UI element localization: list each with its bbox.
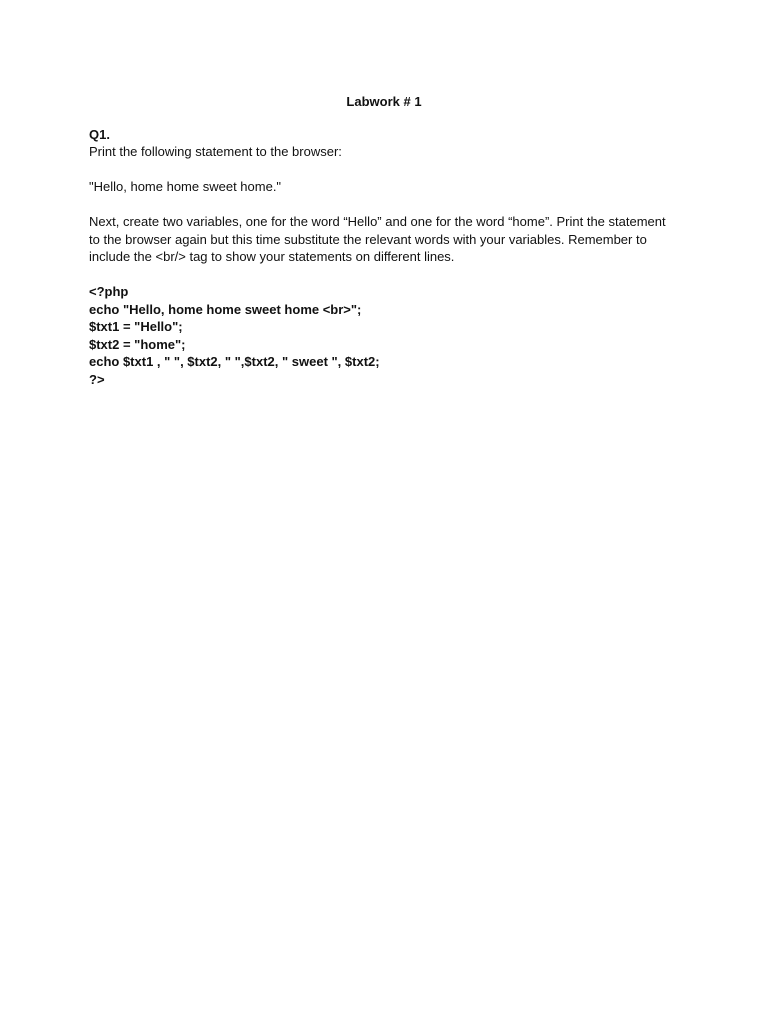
code-line: echo $txt1 , " ", $txt2, " ",$txt2, " sweet ", $txt2; (89, 354, 380, 369)
code-line: $txt2 = "home"; (89, 336, 186, 352)
code-line: <?php (89, 284, 129, 299)
instruction-text: Print the following statement to the browser: (89, 144, 342, 159)
paragraph-line: include the <br/> tag to show your statements on different lines. (89, 249, 455, 264)
code-line: echo "Hello, home home sweet home <br>"; (89, 301, 362, 317)
document-content (89, 93, 689, 388)
statement-text: "Hello, home home sweet home." (89, 179, 282, 194)
spacer (89, 196, 689, 214)
page-title: Labwork # 1 (346, 94, 422, 109)
paragraph-line: to the browser again but this time substitute the relevant words with your variables. Remember to (89, 231, 647, 247)
spacer (89, 161, 689, 179)
code-line: $txt1 = "Hello"; (89, 319, 183, 334)
paragraph-line: Next, create two variables, one for the word “Hello” and one for the word “home”. Print the statement (89, 214, 666, 229)
code-line: ?> (89, 371, 105, 387)
question-label: Q1. (89, 126, 110, 142)
spacer (89, 266, 689, 284)
